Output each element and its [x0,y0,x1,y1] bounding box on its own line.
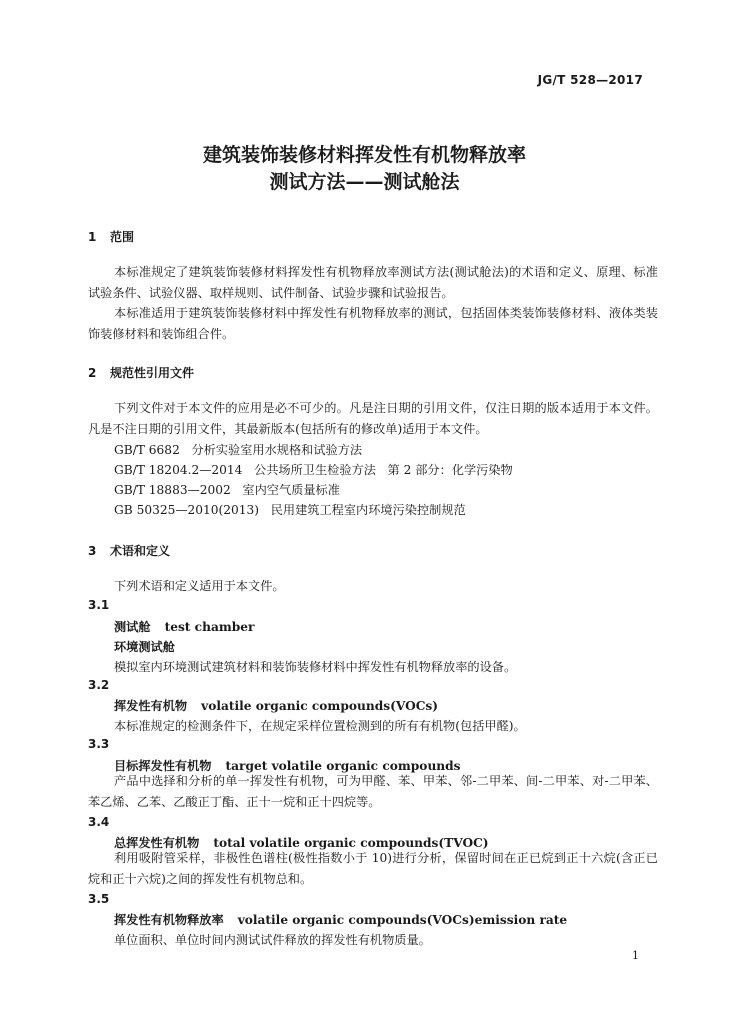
term-definition: 模拟室内环境测试建筑材料和装饰装修材料中挥发性有机物释放率的设备。 [114,660,517,674]
term-definition: 单位面积、单位时间内测试试件释放的挥发性有机物质量。 [114,933,431,947]
title-line-2: 测试方法——测试舱法 [269,171,460,193]
term-en: test chamber [164,620,255,634]
term-zh: 测试舱 [114,620,151,634]
page-number: 1 [632,949,639,962]
term-definition: 利用吸附管采样，非极性色谱柱(极性指数小于 10)进行分析，保留时间在正已烷到正十六烷(含正已烷和正十六烷)之间的挥发性有机物总和。 [88,851,658,886]
section-3-heading [88,542,170,559]
term-zh: 挥发性有机物 [114,699,188,713]
term-number: 3.4 [88,815,110,829]
section-1-paragraph-2: 本标准适用于建筑装饰装修材料中挥发性有机物释放率的测试，包括固体类装饰装修材料、液体类装饰装修材料和装饰组合件。 [88,306,658,341]
section-3-intro: 下列术语和定义适用于本文件。 [114,579,285,593]
term-zh: 总挥发性有机物 [114,836,200,850]
term-heading [114,618,254,635]
standard-code: JG/T 528—2017 [537,73,643,87]
section-2-paragraph-1: 下列文件对于本文件的应用是必不可少的。凡是注日期的引用文件，仅注日期的版本适用于本文件。凡是不注日期的引用文件，其最新版本(包括所有的修改单)适用于本文件。 [88,401,658,436]
title-line-1: 建筑装饰装修材料挥发性有机物释放率 [202,144,526,166]
term-heading [114,911,567,928]
reference-item: GB/T 18883—2002 室内空气质量标准 [114,483,340,497]
section-title: 术语和定义 [110,544,171,558]
section-number: 1 [88,230,97,244]
term-en: total volatile organic compounds(TVOC) [213,836,489,850]
term-number: 3.2 [88,678,110,692]
term-en: volatile organic compounds(VOCs) [201,699,439,713]
reference-item: GB/T 6682 分析实验室用水规格和试验方法 [114,443,363,457]
section-1-heading [88,228,134,245]
term-alt-name: 环境测试舱 [114,640,175,654]
term-number: 3.5 [88,892,110,906]
section-2-heading [88,364,194,381]
term-zh: 挥发性有机物释放率 [114,913,224,927]
section-title: 范围 [110,230,135,244]
section-1-paragraph-1: 本标准规定了建筑装饰装修材料挥发性有机物释放率测试方法(测试舱法)的术语和定义、原理、标准试验条件、试验仪器、取样规则、试件制备、试验步骤和试验报告。 [88,265,658,300]
section-number: 3 [88,544,97,558]
term-zh: 目标挥发性有机物 [114,759,212,773]
reference-item: GB/T 18204.2—2014 公共场所卫生检验方法 第 2 部分：化学污染物 [114,463,513,477]
section-title: 规范性引用文件 [110,366,195,380]
term-number: 3.1 [88,598,110,612]
term-definition: 产品中选择和分析的单一挥发性有机物，可为甲醛、苯、甲苯、邻-二甲苯、间-二甲苯、对-二甲苯、苯乙烯、乙苯、乙酸正丁酯、正十一烷和正十四烷等。 [88,774,658,809]
term-heading [114,697,438,714]
term-number: 3.3 [88,737,110,751]
term-en: target volatile organic compounds [225,759,461,773]
section-number: 2 [88,366,97,380]
term-definition: 本标准规定的检测条件下，在规定采样位置检测到的所有有机物(包括甲醛)。 [114,719,526,733]
term-en: volatile organic compounds(VOCs)emission rate [237,913,568,927]
reference-item: GB 50325—2010(2013) 民用建筑工程室内环境污染控制规范 [114,503,466,517]
